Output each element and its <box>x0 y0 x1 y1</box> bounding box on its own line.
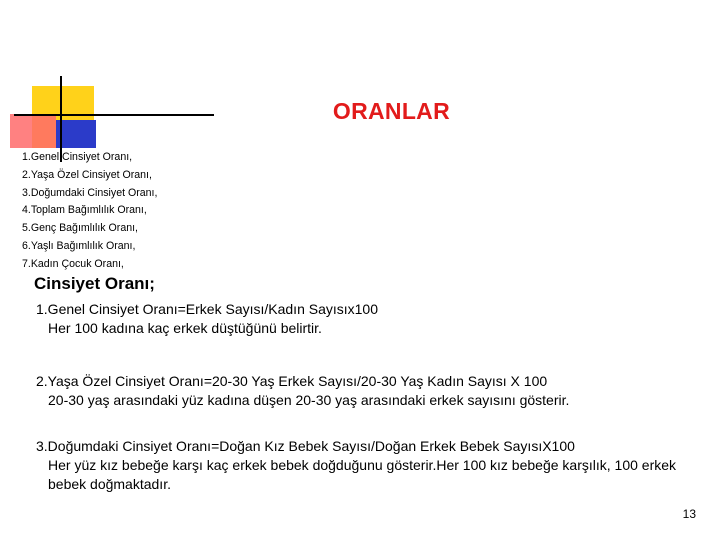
index-item: 7.Kadın Çocuk Oranı, <box>22 257 124 270</box>
index-item: 1.Genel Cinsiyet Oranı, <box>22 151 133 163</box>
index-item: 6.Yaşlı Bağımlılık Oranı, <box>22 239 136 252</box>
ratio-description: Her 100 kadına kaç erkek düştüğünü belirtir. <box>48 320 322 336</box>
ratio-item-general <box>36 300 378 338</box>
index-item: 4.Toplam Bağımlılık Oranı, <box>22 204 147 217</box>
index-item: 3.Doğumdaki Cinsiyet Oranı, <box>22 186 158 199</box>
ratio-name: 2.Yaşa Özel Cinsiyet Oranı <box>36 373 204 389</box>
ratio-index-list <box>22 149 157 274</box>
ratio-formula: =Doğan Kız Bebek Sayısı/Doğan Erkek Bebek SayısıX100 <box>211 438 575 454</box>
ratio-name: 3.Doğumdaki Cinsiyet Oranı <box>36 438 212 454</box>
page-number: 13 <box>682 507 696 521</box>
index-item: 2.Yaşa Özel Cinsiyet Oranı, <box>22 168 152 181</box>
ratio-description: Her yüz kız bebeğe karşı kaç erkek bebek doğduğunu gösterir.Her 100 kız bebeğe karşılık, 100 erkek bebek doğmaktadır. <box>48 457 677 492</box>
section-heading: Cinsiyet Oranı; <box>34 274 155 293</box>
ratio-description: 20-30 yaş arasındaki yüz kadına düşen 20-30 yaş arasındaki erkek sayısını gösterir. <box>48 392 570 408</box>
slide-title: ORANLAR <box>332 98 450 124</box>
ratio-formula: =20-30 Yaş Erkek Sayısı/20-30 Yaş Kadın Sayısı X 100 <box>203 373 548 389</box>
ratio-item-age-specific <box>36 372 569 410</box>
ratio-name: 1.Genel Cinsiyet Oranı <box>36 301 178 317</box>
index-item: 5.Genç Bağımlılık Oranı, <box>22 222 138 235</box>
ratio-formula: =Erkek Sayısı/Kadın Sayısıx100 <box>177 301 379 317</box>
ratio-item-at-birth <box>36 437 698 494</box>
